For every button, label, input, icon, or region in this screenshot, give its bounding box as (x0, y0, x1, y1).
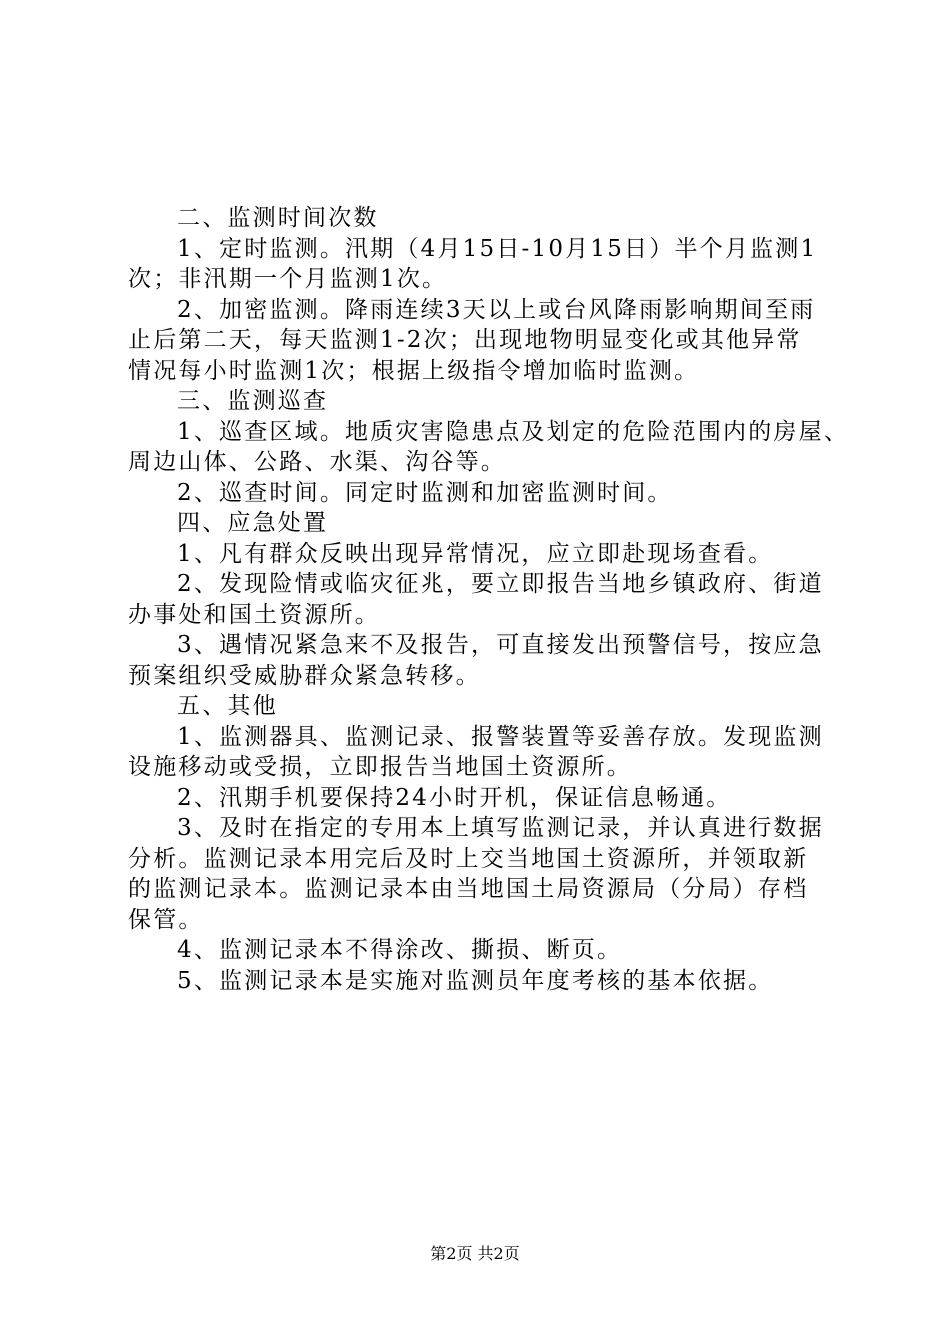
text-line: 2、巡查时间。同定时监测和加密监测时间。 (177, 479, 673, 506)
text-line: 1、巡查区域。地质灾害隐患点及划定的危险范围内的房屋、 (177, 418, 850, 445)
text-line: 3、遇情况紧急来不及报告，可直接发出预警信号，按应急 (177, 632, 824, 658)
text-line: 三、监测巡查 (177, 388, 329, 414)
text-line: 2、汛期手机要保持24小时开机，保证信息畅通。 (177, 784, 732, 811)
text-line: 3、及时在指定的专用本上填写监测记录，并认真进行数据 (177, 815, 824, 841)
text-line: 办事处和国土资源所。 (128, 601, 380, 628)
text-line: 4、监测记录本不得涂改、撕损、断页。 (177, 937, 623, 963)
text-line: 1、监测器具、监测记录、报警装置等妥善存放。发现监测 (177, 723, 824, 750)
text-line: 止后第二天，每天监测1-2次；出现地物明显变化或其他异常 (128, 327, 802, 353)
text-line: 1、定时监测。汛期（4月15日-10月15日）半个月监测1 (177, 235, 818, 262)
document-body (128, 203, 850, 996)
text-line: 1、凡有群众反映出现异常情况，应立即赴现场查看。 (177, 540, 774, 567)
text-line: 周边山体、公路、水渠、沟谷等。 (128, 449, 506, 475)
text-line: 的监测记录本。监测记录本由当地国土局资源局（分局）存档 (128, 876, 809, 902)
text-line: 5、监测记录本是实施对监测员年度考核的基本依据。 (177, 967, 774, 994)
text-line: 保管。 (128, 906, 204, 933)
text-line: 2、发现险情或临灾征兆，要立即报告当地乡镇政府、街道 (177, 571, 824, 597)
text-line: 预案组织受威胁群众紧急转移。 (128, 662, 481, 689)
text-line: 次；非汛期一个月监测1次。 (128, 266, 448, 292)
text-line: 2、加密监测。降雨连续3天以上或台风降雨影响期间至雨 (177, 296, 816, 323)
text-line: 二、监测时间次数 (177, 205, 379, 231)
text-line: 五、其他 (177, 693, 278, 719)
text-line: 分析。监测记录本用完后及时上交当地国土资源所，并领取新 (128, 845, 809, 872)
text-line: 设施移动或受损，立即报告当地国土资源所。 (128, 754, 632, 780)
text-line: 情况每小时监测1次；根据上级指令增加临时监测。 (128, 357, 700, 384)
text-line: 四、应急处置 (177, 510, 329, 536)
page-footer: 第2页 共2页 (430, 1244, 520, 1263)
